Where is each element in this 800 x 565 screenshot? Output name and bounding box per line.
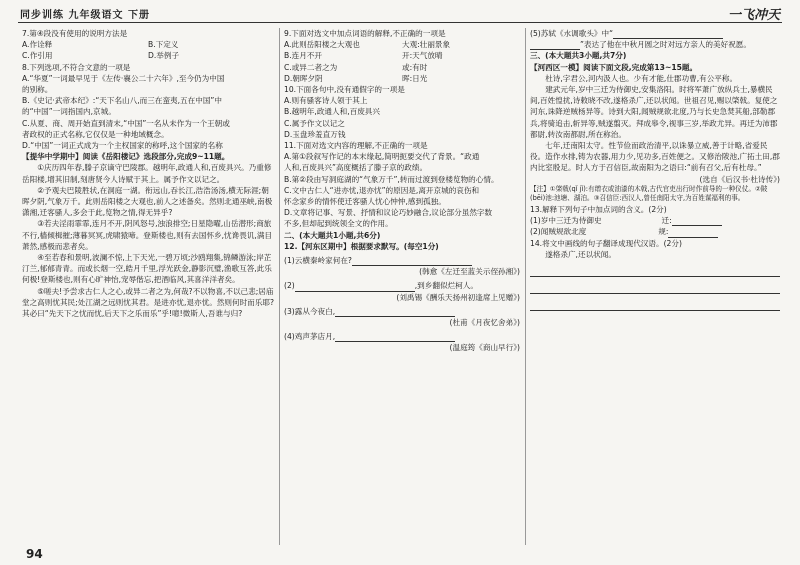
column-left [22, 28, 274, 319]
answer-line[interactable] [530, 296, 780, 311]
passage-paragraph: 七年,迁南阳太守。性节俭而政治清平,以诛暴立威,善于计略,省爱民役。造作水排,铸为农器,用力少,见功多,百姓便之。又修治陂池,广拓土田,郡内比室殷足。时人方于召信臣,故南阳为之语曰:“前有召父,后有杜母。” [530, 141, 780, 173]
answer-blank[interactable] [530, 41, 580, 50]
options-row [284, 39, 520, 50]
question-12: 12.【河东区期中】根据要求默写。(每空1分) [284, 241, 439, 251]
option-line: D.“中国”一词正式成为一个主权国家的称呼,这个国家的名称 [22, 141, 223, 151]
answer-blank[interactable] [335, 308, 455, 317]
passage-paragraph: 建武元年,岁中三迁为侍御史,安集洛阳。时将军萧广放纵兵士,暴横民间,百姓惶扰,诗敕晓不改,遂格杀广,还以状闻。世祖召见,赐以棨戟。复使之河东,诛降逆贼杨异等。诗到大阳,闻贼规欲北度,乃与长史急焚其船,部勒郡兵,将骑追击,斩异等,贼遂翦灭。拜成皋令,视事三岁,举政尤异。再迁为沛郡都尉,转汝南都尉,所在称治。 [530, 85, 778, 139]
answer-blank[interactable] [672, 217, 722, 226]
footnote: 【注】①棨戟(qǐ jǐ):有缯衣或油漆的木戟,古代官吏出行时作前导的一种仪仗。②陂(bēi)池:池塘、湖泊。③召信臣:西汉人,曾任南阳太守,为百姓谋福利的事。 [530, 184, 768, 203]
brand-logo: 一飞冲天 [727, 8, 780, 23]
section-heading: 二、(本大题共1小题,共6分) [284, 230, 381, 240]
option-text: 或:有时 [402, 62, 428, 72]
passage-paragraph: ④至若春和景明,波澜不惊,上下天光,一碧万顷;沙鸥翔集,锦鳞游泳;岸芷汀兰,郁郁青青。而或长烟一空,皓月千里,浮光跃金,静影沉璧,渔歌互答,此乐何极!登斯楼也,则有心旷神怡,宠辱偕忘,把酒临风,其喜洋洋者矣。 [22, 253, 272, 285]
option-text: A.此则岳阳楼之大观也 [284, 40, 360, 50]
option-line: D.文章将记事、写景、抒情和议论巧妙融合,议论部分虽然字数 [284, 208, 493, 218]
header-rule [18, 22, 782, 23]
option-line: B.第②段由写洞庭湖的“气象万千”,转而过渡到登楼览物的心情。 [284, 174, 499, 184]
answer-blank[interactable] [613, 30, 723, 39]
option-text: 大观:壮丽景象 [402, 40, 451, 50]
options-row [22, 39, 274, 50]
question-14: 14.将文中画线的句子翻译成现代汉语。(2分) [530, 238, 682, 248]
option-text: B.连月不开 [284, 51, 322, 61]
answer-line[interactable] [530, 279, 780, 294]
option-line: A.第①段叙写作记的本末缘起,简明扼要交代了背景。“政通 [284, 152, 480, 162]
option-line: B.《史记·武帝本纪》:“天下名山八,而三在蛮夷,五在中国”中 [22, 96, 222, 106]
options-row [284, 50, 520, 61]
option-line: 怀念家乡的情怀使迁客骚人忧心忡忡,感到孤独。 [284, 197, 446, 207]
option-line: C.从夏、商、周开始直到清末,“中国”一名从未作为一个王朝或 [22, 118, 230, 128]
reading-section-title: 【提华中学期中】阅读《岳阳楼记》选段部分,完成9~11题。 [22, 152, 230, 162]
fill-blank-1: (1)云横秦岭家何在? [284, 255, 520, 266]
option-line: D.玉盘珍羞直万钱 [284, 129, 346, 139]
passage-paragraph: ⑤嗟夫!予尝求古仁人之心,或异二者之为,何哉?不以物喜,不以己悲;居庙堂之高则忧其民;处江湖之远则忧其君。是进亦忧,退亦忧。然则何时而乐耶?其必曰“先天下之忧而忧,后天下之乐而乐”乎!噫!微斯人,吾谁与归? [22, 286, 274, 319]
question-9: 9.下面对选文中加点词语的解释,不正确的一项是 [284, 29, 446, 38]
option-text: C.或异二者之为 [284, 62, 338, 72]
option-line: A.则有骚客诗人领于其上 [284, 96, 368, 106]
answer-blank[interactable] [335, 333, 455, 342]
fill-blank-4: (4)鸡声茅店月, [284, 331, 520, 342]
header-title: 同步训练 九年级语文 下册 [20, 10, 150, 21]
source-citation: (杜甫《月夜忆舍弟》) [449, 318, 520, 328]
option-text: C.作引用 [22, 51, 53, 61]
option-text: 晖:日光 [402, 73, 428, 83]
question-13: 13.解释下列句子中加点词的含义。(2分) [530, 205, 667, 215]
option-line: B.越明年,政通人和,百废具兴 [284, 107, 380, 117]
column-divider [525, 28, 526, 545]
page-number: 94 [26, 547, 43, 561]
question-13-2: (2)闻贼规欲北度 规: [530, 226, 780, 237]
option-line: 人和,百废具兴”高度概括了滕子京的政绩。 [284, 163, 428, 173]
section-heading: 三、(本大题共3小题,共7分) [530, 51, 627, 61]
fill-blank-5: (5)苏轼《水调歌头》中“ [530, 28, 780, 39]
option-line: 的“中国”一词指国内,京城。 [22, 107, 116, 117]
option-line: 的别称。 [22, 85, 53, 95]
answer-blank[interactable] [668, 229, 718, 238]
options-row [22, 50, 274, 61]
option-text: B.下定义 [148, 40, 179, 50]
column-divider [279, 28, 280, 545]
option-text: D.举例子 [148, 51, 180, 61]
option-line: A.“华夏”一词最早见于《左传·襄公二十六年》,至今仍为中国 [22, 73, 225, 83]
source-citation: (温庭筠《商山早行》) [449, 343, 520, 353]
question-7: 7.第④段没有使用的说明方法是 [22, 29, 128, 38]
translation-sentence: 遂格杀广,还以状闻。 [545, 249, 616, 259]
question-13-1: (1)岁中三迁为侍御史 迁: [530, 215, 780, 226]
passage-paragraph: ①庆历四年春,滕子京谪守巴陵郡。越明年,政通人和,百废具兴。乃重修岳阳楼,增其旧制,刻唐贤今人诗赋于其上。属予作文以记之。 [22, 163, 272, 184]
option-text: 开:天气放晴 [402, 51, 443, 61]
option-text: D.朝晖夕阴 [284, 73, 323, 83]
question-8: 8.下列选项,不符合文意的一项是 [22, 62, 131, 72]
passage-paragraph: ②予观夫巴陵胜状,在洞庭一湖。衔远山,吞长江,浩浩汤汤,横无际涯;朝晖夕阴,气象万千。此则岳阳楼之大观也,前人之述备矣。然则北通巫峡,南极潇湘,迁客骚人,多会于此,览物之情,得无异乎? [22, 185, 273, 218]
reading-section-title: 【河西区一模】阅读下面文段,完成第13~15题。 [530, 62, 698, 72]
option-line: 不多,但却起到统领全文的作用。 [284, 219, 393, 229]
options-row [284, 62, 520, 73]
option-line: C.文中古仁人“进亦忧,退亦忧”的原因是,离开京城的哀伤和 [284, 185, 480, 195]
fill-blank-2: (2) ,到乡翻似烂柯人。 [284, 281, 478, 291]
options-row [284, 73, 520, 84]
question-11: 11.下面对选文内容的理解,不正确的一项是 [284, 141, 428, 151]
option-text: A.作诠释 [22, 40, 53, 50]
column-middle [284, 28, 520, 354]
option-line: 者政权的正式名称,它仅仅是一种地域概念。 [22, 129, 169, 139]
option-line: C.属予作文以记之 [284, 118, 345, 128]
passage-paragraph: ③若夫淫雨霏霏,连月不开,阴风怒号,浊浪排空;日星隐曜,山岳潜形;商旅不行,樯倾楫摧;薄暮冥冥,虎啸猿啼。登斯楼也,则有去国怀乡,忧谗畏讥,满目萧然,感极而悲者矣。 [22, 219, 273, 251]
answer-line[interactable] [530, 262, 780, 277]
fill-blank-5-cont: ”表达了他在中秋月圆之时对远方亲人的美好祝愿。 [530, 39, 780, 50]
source-citation: (刘禹锡《酬乐天扬州初逢席上见赠》) [396, 292, 520, 302]
fill-blank-3: (3)露从今夜白, [284, 306, 520, 317]
passage-paragraph: 杜诗,字君公,河内汲人也。少有才能,仕郡功曹,有公平称。 [545, 73, 738, 83]
source-citation: (韩愈《左迁至蓝关示侄孙湘》) [419, 267, 520, 277]
question-10: 10.下面各句中,没有通假字的一项是 [284, 85, 405, 95]
column-right [530, 28, 780, 311]
answer-blank[interactable] [295, 283, 415, 292]
answer-blank[interactable] [352, 257, 472, 266]
source-citation: (选自《后汉书·杜诗传》) [699, 174, 780, 184]
